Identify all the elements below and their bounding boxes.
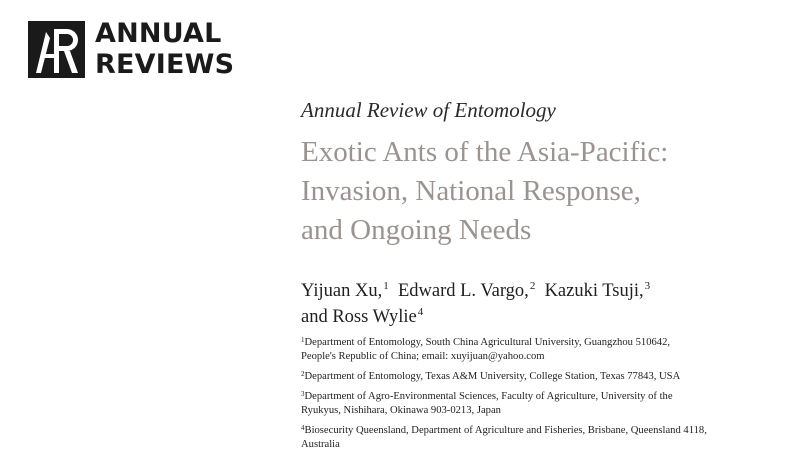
logo-line-annual: ANNUAL: [95, 18, 222, 49]
author-affil-ref: 2: [529, 280, 536, 292]
affiliation-list: [301, 336, 761, 458]
affiliation-text: Department of Entomology, South China Agricultural University, Guangzhou 510642,: [304, 337, 671, 348]
author-name: Edward L. Vargo,: [397, 281, 529, 301]
author-line-2: [301, 305, 650, 331]
affiliation-number: 1: [301, 336, 305, 344]
article-title: [301, 133, 668, 250]
author-list: [301, 279, 650, 331]
affiliation-item: [301, 336, 761, 364]
affiliation-text: Ryukyus, Nishihara, Okinawa 903-0213, Japan: [301, 405, 501, 416]
author-name: Yijuan Xu,: [301, 281, 383, 301]
affiliation-text: People's Republic of China; email: xuyijuan@yahoo.com: [301, 351, 545, 362]
logo-line-reviews: REVIEWS: [95, 49, 235, 80]
annual-reviews-logo: [28, 18, 248, 81]
author-name: Kazuki Tsuji,: [544, 281, 644, 301]
author-affil-ref: 3: [644, 280, 651, 292]
logo-wordmark: [95, 18, 234, 80]
affiliation-number: 4: [301, 424, 305, 432]
author-affil-ref: 1: [383, 280, 389, 292]
affiliation-number: 3: [301, 390, 305, 398]
affiliation-text: Australia: [301, 439, 340, 450]
ar-logo-icon: [28, 21, 85, 78]
affiliation-number: 2: [301, 370, 305, 378]
affiliation-text: Biosecurity Queensland, Department of Agriculture and Fisheries, Brisbane, Queensland 4118,: [304, 425, 707, 436]
author-affil-ref: 4: [417, 306, 424, 318]
affiliation-item: [301, 424, 761, 452]
affiliation-item: [301, 390, 761, 418]
author-line-1: [301, 279, 650, 305]
affiliation-text: Department of Entomology, Texas A&M University, College Station, Texas 77843, USA: [304, 371, 681, 382]
title-line-1: Exotic Ants of the Asia-Pacific:: [301, 136, 669, 168]
journal-name: Annual Review of Entomology: [301, 98, 556, 122]
affiliation-item: [301, 370, 761, 384]
title-line-2: Invasion, National Response,: [301, 175, 641, 207]
author-name: and Ross Wylie: [301, 307, 417, 327]
affiliation-text: Department of Agro-Environmental Sciences, Faculty of Agriculture, University of the: [304, 391, 673, 402]
title-line-3: and Ongoing Needs: [301, 214, 532, 246]
